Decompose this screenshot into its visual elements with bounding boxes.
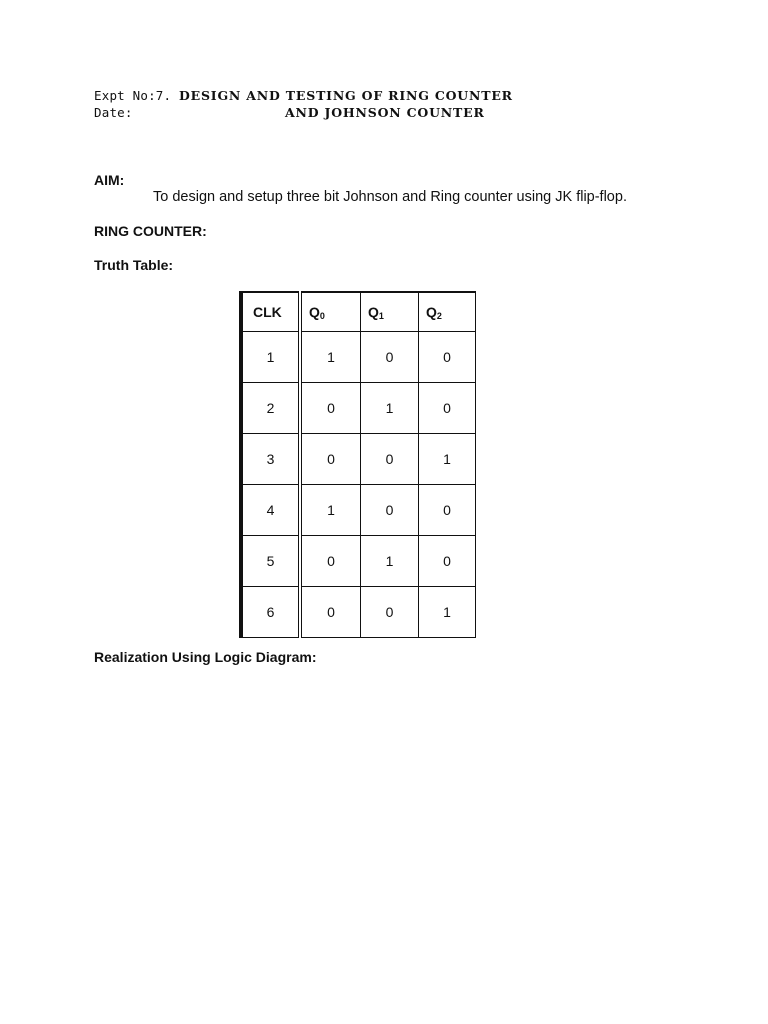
table-cell-q1: 0 <box>361 587 419 638</box>
aim-text: To design and setup three bit Johnson and Ring counter using JK flip-flop. <box>153 189 627 205</box>
table-row <box>241 434 476 485</box>
table-cell-clk: 4 <box>241 485 300 536</box>
table-cell-q2: 0 <box>419 536 476 587</box>
column-header-q0: $Q_0$ <box>300 292 361 332</box>
ring-counter-heading: RING COUNTER: <box>94 223 207 239</box>
table-row <box>241 383 476 434</box>
table-row <box>241 332 476 383</box>
header-line-2 <box>94 105 485 120</box>
table-cell-clk: 6 <box>241 587 300 638</box>
table-cell-q1: 1 <box>361 383 419 434</box>
truth-table <box>239 291 476 638</box>
table-row <box>241 485 476 536</box>
aim-heading: AIM: <box>94 172 125 188</box>
column-header-q1: $Q_1$ <box>361 292 419 332</box>
column-header-clk: CLK <box>241 292 300 332</box>
date-label: Date: <box>94 105 133 120</box>
table-cell-clk: 5 <box>241 536 300 587</box>
table-cell-q2: 1 <box>419 587 476 638</box>
table-cell-q1: 0 <box>361 332 419 383</box>
experiment-number: Expt No:7. <box>94 88 172 103</box>
table-cell-clk: 2 <box>241 383 300 434</box>
table-cell-q1: 1 <box>361 536 419 587</box>
truth-table-heading: Truth Table: <box>94 257 174 273</box>
table-cell-clk: 1 <box>241 332 300 383</box>
table-cell-q0: 0 <box>300 434 361 485</box>
table-cell-q2: 1 <box>419 434 476 485</box>
document-title-line-2: AND JOHNSON COUNTER <box>285 105 485 120</box>
table-cell-q2: 0 <box>419 383 476 434</box>
column-header-q2: $Q_2$ <box>419 292 476 332</box>
table-row <box>241 536 476 587</box>
table-cell-q1: 0 <box>361 434 419 485</box>
table-row <box>241 587 476 638</box>
table-cell-q2: 0 <box>419 485 476 536</box>
table-cell-q0: 1 <box>300 485 361 536</box>
realization-heading: Realization Using Logic Diagram: <box>94 649 317 665</box>
truth-table-header-row <box>241 292 476 332</box>
table-cell-q0: 0 <box>300 587 361 638</box>
table-cell-clk: 3 <box>241 434 300 485</box>
table-cell-q1: 0 <box>361 485 419 536</box>
table-cell-q0: 1 <box>300 332 361 383</box>
table-cell-q0: 0 <box>300 383 361 434</box>
document-title-line-1: DESIGN AND TESTING OF RING COUNTER <box>179 88 513 103</box>
table-cell-q0: 0 <box>300 536 361 587</box>
table-cell-q2: 0 <box>419 332 476 383</box>
header-line-1 <box>94 88 513 103</box>
